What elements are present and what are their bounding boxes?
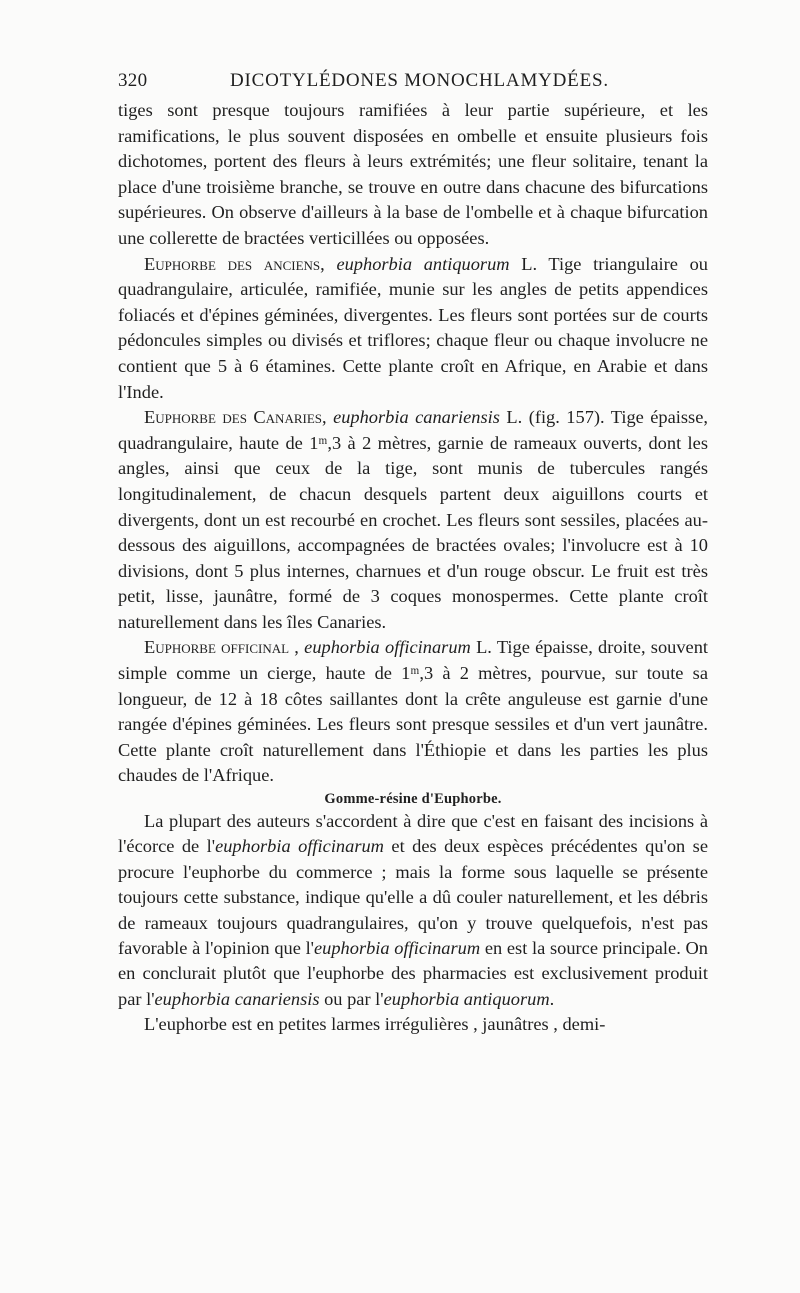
latin-name: euphorbia canariensis: [333, 407, 500, 428]
page-number: 320: [118, 70, 148, 91]
section-heading: Gomme-résine d'Euphorbe.: [324, 791, 502, 808]
species-name: Euphorbe officinal: [144, 637, 290, 658]
paragraph-continuation: tiges sont presque toujours ramifiées à leur partie supérieure, et les ramifications, le plus souvent disposées en ombelle et ensuite plusieurs fois dichotomes, portent des fleurs à leurs extrémités; une fleur solitaire, tenant la place d'une troisième branche, se trouve en outre dans chacune des bifurcations supérieures. On observe d'ailleurs à la base de l'ombelle et à chaque bifurcation une collerette de bractées verticillées ou opposées.: [118, 100, 708, 248]
paragraph-euphorbe-des-anciens: Euphorbe des anciens, euphorbia antiquorum L. Tige triangulaire ou quadrangulaire, articulée, ramifiée, munie sur les angles de petits appendices foliacés et d'épines géminées, divergentes. Les fleurs sont portées sur de courts pédoncules simples ou divisés et triflores; chaque fleur ou chaque involucre ne contient que 5 à 6 étamines. Cette plante croît en Afrique, en Arabie et dans l'Inde.: [118, 253, 708, 402]
paragraph-euphorbe-officinal: Euphorbe officinal , euphorbia officinarum L. Tige épaisse, droite, souvent simple comme un cierge, haute de 1ᵐ,3 à 2 mètres, pourvue, sur toute sa longueur, de 12 à 18 côtes saillantes dont la crête anguleuse est garnie d'une rangée d'épines géminées. Les fleurs sont presque sessiles et d'un vert jaunâtre. Cette plante croît naturellement dans l'Éthiopie et dans les parties les plus chaudes de l'Afrique.: [118, 637, 709, 786]
species-name: Euphorbe des Canaries: [144, 407, 322, 428]
latin-name: euphorbia antiquorum: [336, 253, 510, 274]
latin-name: euphorbia officinarum: [304, 637, 471, 658]
running-header: [118, 70, 706, 100]
paragraph-gomme-resine: La plupart des auteurs s'accordent à dire que c'est en faisant des incisions à l'écorce de l'euphorbia officinarum et des deux espèces précédentes qu'on se procure l'euphorbe du commerce ; mais la forme sous laquelle se présente toujours cette substance, indique qu'elle a dû couler naturellement, et les débris de rameaux toujours quadrangulaires, qu'on y trouve quelquefois, n'est pas favorable à l'opinion que l'euphorbia officinarum en est la source principale. On en conclurait plutôt que l'euphorbe des pharmacies est exclusivement produit par l'euphorbia canariensis ou par l'euphorbia antiquorum.: [118, 811, 708, 1009]
paragraph-last: L'euphorbe est en petites larmes irrégulières , jaunâtres , demi-: [144, 1014, 606, 1035]
paragraph-euphorbe-des-canaries: Euphorbe des Canaries, euphorbia canariensis L. (fig. 157). Tige épaisse, quadrangulaire, haute de 1ᵐ,3 à 2 mètres, garnie de rameaux ouverts, dont les angles, ainsi que ceux de la tige, sont munis de tubercules rangés longitudinalement, de chacun desquels partent deux aiguillons courts et divergents, dont un est recourbé en crochet. Les fleurs sont sessiles, placées au-dessous des aiguillons, accompagnées de bractées ovales; l'involucre est à 10 divisions, dont 5 plus internes, charnues et d'un rouge obscur. Le fruit est très petit, lisse, jaunâtre, formé de 3 coques monospermes. Cette plante croît naturellement dans les îles Canaries.: [118, 407, 708, 632]
running-title: DICOTYLÉDONES MONOCHLAMYDÉES.: [230, 70, 609, 91]
species-name: Euphorbe des anciens: [144, 253, 321, 274]
page-body: [118, 98, 708, 1038]
